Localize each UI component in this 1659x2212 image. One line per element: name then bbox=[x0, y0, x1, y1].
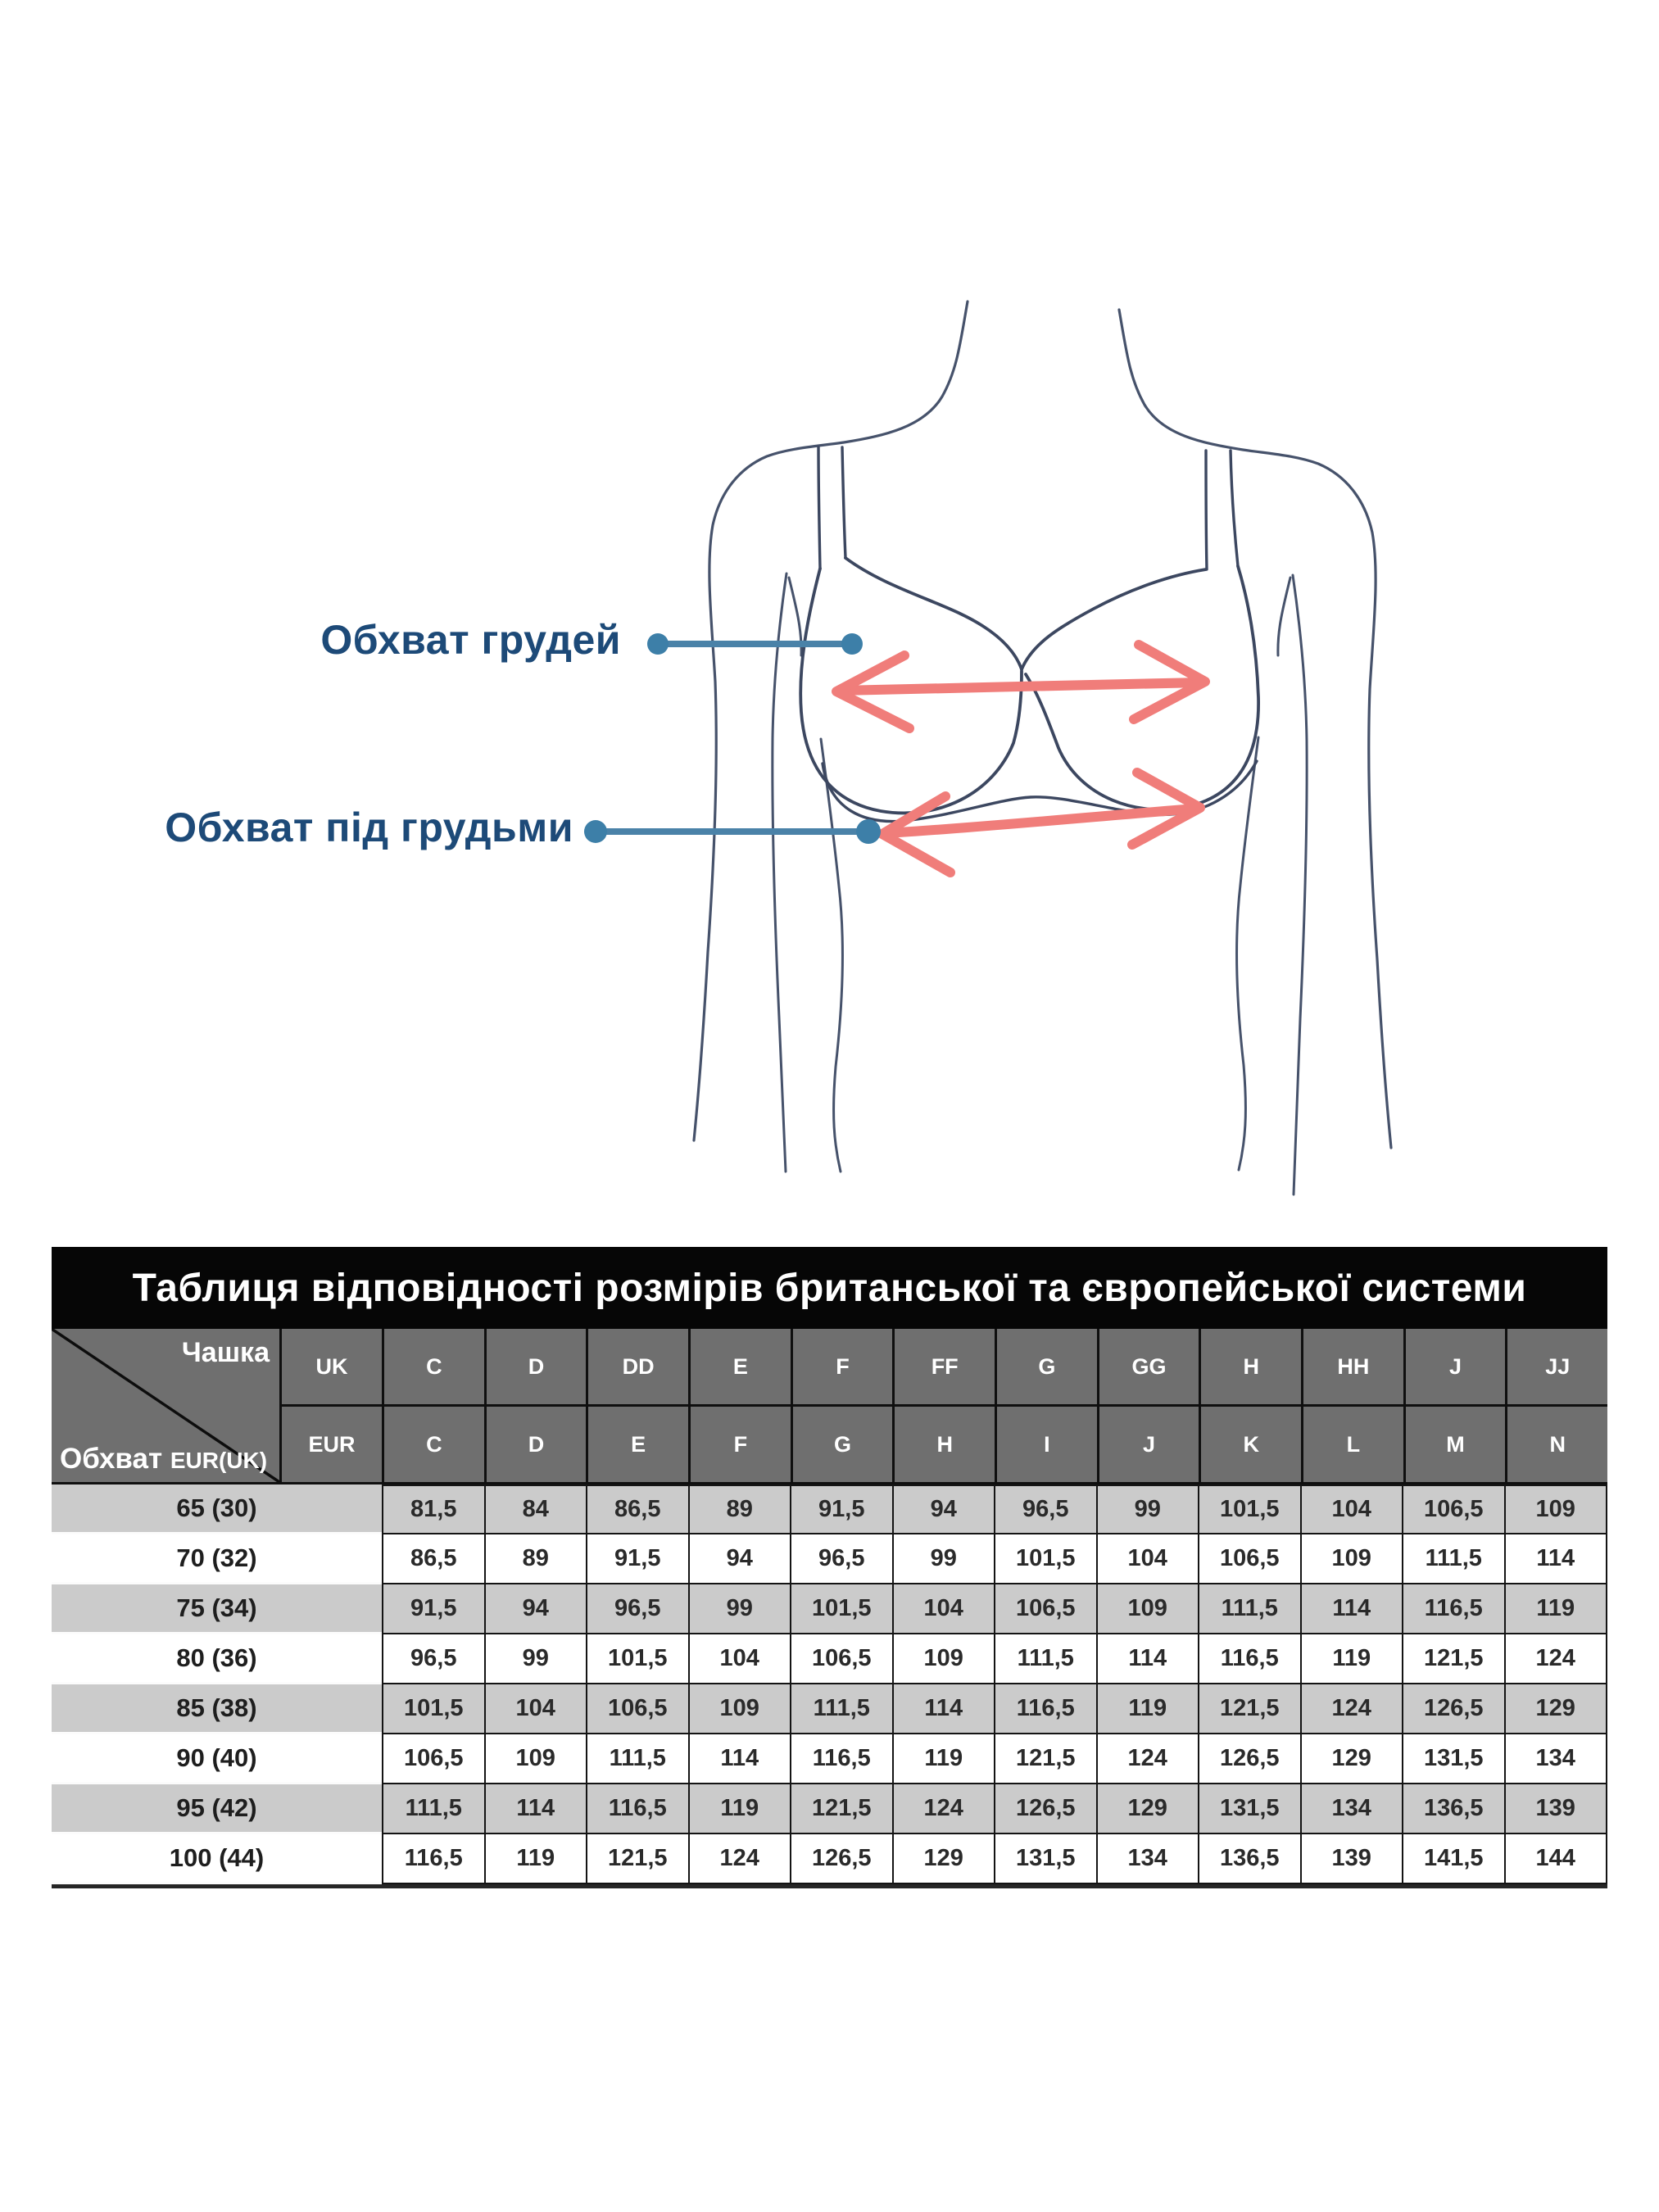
bust-measurement-cell: 126,5 bbox=[1403, 1684, 1504, 1733]
bust-measurement-cell: 106,5 bbox=[995, 1584, 1096, 1633]
bust-measurement-cell: 111,5 bbox=[995, 1634, 1096, 1683]
eur-cup-cell: C bbox=[384, 1407, 484, 1482]
bust-measurement-cell: 104 bbox=[486, 1684, 587, 1733]
bust-measurement-cell: 99 bbox=[486, 1634, 587, 1683]
bust-measurement-cell: 119 bbox=[690, 1784, 791, 1833]
bust-measurement-cell: 94 bbox=[690, 1534, 791, 1583]
bust-measurement-cell: 104 bbox=[894, 1584, 995, 1633]
bust-measurement-cell: 109 bbox=[894, 1634, 995, 1683]
bra-strap-right-inner bbox=[1206, 451, 1207, 569]
row-values bbox=[382, 1684, 1607, 1734]
left-body-side-line bbox=[821, 739, 842, 1172]
bust-measurement-cell: 101,5 bbox=[995, 1534, 1096, 1583]
bust-measurement-cell: 139 bbox=[1506, 1784, 1607, 1833]
size-row bbox=[52, 1684, 1607, 1734]
eur-cup-cell: N bbox=[1507, 1407, 1607, 1482]
size-row bbox=[52, 1534, 1607, 1584]
bust-measurement-cell: 111,5 bbox=[1199, 1584, 1300, 1633]
system-column bbox=[282, 1329, 382, 1482]
bust-pointer-dot-right bbox=[841, 633, 863, 655]
corner-cell bbox=[52, 1329, 279, 1482]
band-size-label: 95 (42) bbox=[52, 1784, 382, 1834]
bust-measurement-cell: 129 bbox=[1506, 1684, 1607, 1733]
bust-measurement-cell: 116,5 bbox=[995, 1684, 1096, 1733]
bust-measurement-cell: 131,5 bbox=[995, 1834, 1096, 1883]
uk-cup-cell: J bbox=[1406, 1329, 1506, 1404]
row-values bbox=[382, 1634, 1607, 1684]
eur-cup-row bbox=[384, 1407, 1607, 1482]
uk-cup-cell: HH bbox=[1303, 1329, 1403, 1404]
girth-axis-label bbox=[60, 1443, 267, 1475]
eur-cup-cell: D bbox=[487, 1407, 587, 1482]
eur-cup-cell: F bbox=[691, 1407, 791, 1482]
left-inner-arm-line bbox=[773, 573, 786, 1172]
bra-strap-left-inner bbox=[842, 447, 845, 558]
table-title: Таблиця відповідності розмірів британської та європейської системи bbox=[52, 1247, 1607, 1329]
bust-measurement-cell: 94 bbox=[486, 1584, 587, 1633]
bust-measurement-cell: 134 bbox=[1302, 1784, 1403, 1833]
bust-measurement-cell: 119 bbox=[894, 1734, 995, 1783]
eur-cup-cell: E bbox=[588, 1407, 688, 1482]
uk-cup-row bbox=[384, 1329, 1607, 1404]
bust-measurement-cell: 109 bbox=[690, 1684, 791, 1733]
size-row bbox=[52, 1834, 1607, 1884]
uk-cup-cell: GG bbox=[1099, 1329, 1199, 1404]
bust-measurement-cell: 124 bbox=[894, 1784, 995, 1833]
uk-cup-cell: DD bbox=[588, 1329, 688, 1404]
bust-measurement-cell: 144 bbox=[1506, 1834, 1607, 1883]
bust-measurement-cell: 109 bbox=[486, 1734, 587, 1783]
row-values bbox=[382, 1584, 1607, 1634]
bust-measurement-cell: 96,5 bbox=[587, 1584, 688, 1633]
cup-sizes-header bbox=[384, 1329, 1607, 1482]
eur-cup-cell: M bbox=[1406, 1407, 1506, 1482]
uk-cup-cell: D bbox=[487, 1329, 587, 1404]
bust-measurement-cell: 99 bbox=[1098, 1486, 1199, 1533]
bust-measurement-cell: 129 bbox=[894, 1834, 995, 1883]
girth-axis-word: Обхват bbox=[60, 1443, 163, 1475]
size-row bbox=[52, 1634, 1607, 1684]
uk-cup-cell: G bbox=[997, 1329, 1097, 1404]
bust-measurement-cell: 109 bbox=[1506, 1486, 1607, 1533]
bust-measurement-cell: 111,5 bbox=[587, 1734, 688, 1783]
eur-cup-cell: G bbox=[793, 1407, 893, 1482]
bra-strap-right-outer bbox=[1231, 451, 1238, 566]
bust-arrow-shaft bbox=[840, 682, 1201, 691]
bust-measurement-cell: 96,5 bbox=[791, 1534, 892, 1583]
cup-axis-label: Чашка bbox=[181, 1337, 270, 1368]
bust-measurement-cell: 136,5 bbox=[1403, 1784, 1504, 1833]
bust-measurement-cell: 81,5 bbox=[383, 1486, 484, 1533]
uk-cup-cell: H bbox=[1201, 1329, 1301, 1404]
bust-measurement-cell: 141,5 bbox=[1403, 1834, 1504, 1883]
bust-measurement-cell: 89 bbox=[486, 1534, 587, 1583]
bust-measurement-cell: 99 bbox=[690, 1584, 791, 1633]
bust-measurement-cell: 109 bbox=[1302, 1534, 1403, 1583]
bust-measurement-cell: 86,5 bbox=[383, 1534, 484, 1583]
bust-measurement-cell: 109 bbox=[1098, 1584, 1199, 1633]
bust-measurement-cell: 126,5 bbox=[995, 1784, 1096, 1833]
bust-pointer-dot-left bbox=[647, 633, 669, 655]
bust-measurement-cell: 124 bbox=[690, 1834, 791, 1883]
size-row bbox=[52, 1584, 1607, 1634]
underbust-pointer-dot-left bbox=[584, 820, 607, 843]
size-table bbox=[52, 1247, 1607, 1888]
bust-measurement-cell: 119 bbox=[1098, 1684, 1199, 1733]
bust-measurement-cell: 84 bbox=[486, 1486, 587, 1533]
bust-measurement-cell: 134 bbox=[1098, 1834, 1199, 1883]
bust-measurement-cell: 86,5 bbox=[587, 1486, 688, 1533]
bust-measurement-cell: 119 bbox=[1302, 1634, 1403, 1683]
bust-measurement-cell: 114 bbox=[1302, 1584, 1403, 1633]
torso-right-outline bbox=[1119, 310, 1391, 1148]
eur-cup-cell: J bbox=[1099, 1407, 1199, 1482]
uk-cup-cell: E bbox=[691, 1329, 791, 1404]
row-values bbox=[382, 1534, 1607, 1584]
uk-system-label: UK bbox=[282, 1329, 382, 1404]
bust-measurement-cell: 119 bbox=[486, 1834, 587, 1883]
bust-measurement-cell: 126,5 bbox=[1199, 1734, 1300, 1783]
bust-measurement-cell: 114 bbox=[486, 1784, 587, 1833]
bust-measurement-cell: 131,5 bbox=[1403, 1734, 1504, 1783]
bust-measurement-cell: 121,5 bbox=[995, 1734, 1096, 1783]
bust-measurement-cell: 104 bbox=[1098, 1534, 1199, 1583]
bust-measurement-cell: 116,5 bbox=[587, 1784, 688, 1833]
torso-left-outline bbox=[694, 301, 968, 1140]
row-values bbox=[382, 1784, 1607, 1834]
girth-axis-unit: EUR(UK) bbox=[170, 1448, 268, 1473]
bra-strap-left-outer bbox=[818, 447, 820, 569]
bust-measurement-cell: 101,5 bbox=[791, 1584, 892, 1633]
bust-measurement-cell: 124 bbox=[1302, 1684, 1403, 1733]
underbust-pointer-dot-right bbox=[856, 819, 881, 844]
bust-measurement-cell: 89 bbox=[690, 1486, 791, 1533]
bust-measurement-cell: 116,5 bbox=[1199, 1634, 1300, 1683]
bust-measurement-cell: 124 bbox=[1506, 1634, 1607, 1683]
band-size-label: 100 (44) bbox=[52, 1834, 382, 1884]
bust-measurement-cell: 121,5 bbox=[587, 1834, 688, 1883]
bust-measurement-cell: 91,5 bbox=[791, 1486, 892, 1533]
bust-measurement-cell: 114 bbox=[1098, 1634, 1199, 1683]
eur-cup-cell: I bbox=[997, 1407, 1097, 1482]
bust-measurement-cell: 121,5 bbox=[1403, 1634, 1504, 1683]
bust-measurement-cell: 106,5 bbox=[1403, 1486, 1504, 1533]
uk-cup-cell: JJ bbox=[1507, 1329, 1607, 1404]
underbust-label: Обхват під грудьми bbox=[165, 805, 573, 850]
band-size-label: 85 (38) bbox=[52, 1684, 382, 1734]
bust-measurement-cell: 121,5 bbox=[791, 1784, 892, 1833]
bust-measurement-cell: 116,5 bbox=[1403, 1584, 1504, 1633]
size-row bbox=[52, 1734, 1607, 1784]
bust-measurement-cell: 104 bbox=[1302, 1486, 1403, 1533]
bust-measurement-cell: 91,5 bbox=[383, 1584, 484, 1633]
right-body-side-line bbox=[1237, 737, 1258, 1170]
bust-measurement-cell: 111,5 bbox=[383, 1784, 484, 1833]
bust-measurement-cell: 91,5 bbox=[587, 1534, 688, 1583]
bra-cup-left-top-edge bbox=[845, 558, 1022, 669]
bust-measurement-cell: 106,5 bbox=[1199, 1534, 1300, 1583]
bust-measurement-cell: 136,5 bbox=[1199, 1834, 1300, 1883]
uk-cup-cell: C bbox=[384, 1329, 484, 1404]
bust-measurement-cell: 121,5 bbox=[1199, 1684, 1300, 1733]
uk-cup-cell: FF bbox=[895, 1329, 995, 1404]
band-size-label: 70 (32) bbox=[52, 1534, 382, 1584]
table-body bbox=[52, 1484, 1607, 1888]
size-row bbox=[52, 1484, 1607, 1534]
bust-measurement-cell: 134 bbox=[1506, 1734, 1607, 1783]
row-values bbox=[382, 1834, 1607, 1884]
bust-measurement-cell: 111,5 bbox=[791, 1684, 892, 1733]
bust-measurement-cell: 101,5 bbox=[383, 1684, 484, 1733]
right-inner-arm-line bbox=[1293, 575, 1307, 1194]
bust-measurement-cell: 114 bbox=[894, 1684, 995, 1733]
bust-measurement-cell: 139 bbox=[1302, 1834, 1403, 1883]
bust-measurement-cell: 129 bbox=[1302, 1734, 1403, 1783]
bust-measurement-cell: 106,5 bbox=[587, 1684, 688, 1733]
bust-measurement-cell: 114 bbox=[1506, 1534, 1607, 1583]
size-row bbox=[52, 1784, 1607, 1834]
uk-cup-cell: F bbox=[793, 1329, 893, 1404]
bust-measurement-cell: 124 bbox=[1098, 1734, 1199, 1783]
eur-cup-cell: H bbox=[895, 1407, 995, 1482]
eur-system-label: EUR bbox=[282, 1407, 382, 1482]
eur-cup-cell: L bbox=[1303, 1407, 1403, 1482]
bust-measurement-cell: 119 bbox=[1506, 1584, 1607, 1633]
eur-cup-cell: K bbox=[1201, 1407, 1301, 1482]
bust-measurement-cell: 101,5 bbox=[1199, 1486, 1300, 1533]
bust-measurement-cell: 116,5 bbox=[791, 1734, 892, 1783]
bust-measurement-cell: 131,5 bbox=[1199, 1784, 1300, 1833]
bust-measurement-cell: 94 bbox=[894, 1486, 995, 1533]
bust-measurement-cell: 116,5 bbox=[383, 1834, 484, 1883]
bust-measurement-cell: 126,5 bbox=[791, 1834, 892, 1883]
right-armpit-line bbox=[1278, 578, 1290, 655]
bust-measurement-cell: 106,5 bbox=[791, 1634, 892, 1683]
bust-measurement-cell: 104 bbox=[690, 1634, 791, 1683]
table-header bbox=[52, 1329, 1607, 1484]
bust-measurement-cell: 129 bbox=[1098, 1784, 1199, 1833]
bust-measurement-cell: 96,5 bbox=[995, 1486, 1096, 1533]
bust-measurement-cell: 106,5 bbox=[383, 1734, 484, 1783]
bust-measurement-cell: 101,5 bbox=[587, 1634, 688, 1683]
row-values bbox=[382, 1734, 1607, 1784]
bust-measurement-cell: 114 bbox=[690, 1734, 791, 1783]
underbust-arrow-shaft bbox=[886, 809, 1196, 833]
bust-measurement-cell: 99 bbox=[894, 1534, 995, 1583]
band-size-label: 65 (30) bbox=[52, 1484, 382, 1534]
band-size-label: 90 (40) bbox=[52, 1734, 382, 1784]
row-values bbox=[382, 1484, 1607, 1534]
bust-measurement-cell: 96,5 bbox=[383, 1634, 484, 1683]
bust-measurement-cell: 111,5 bbox=[1403, 1534, 1504, 1583]
bra-cup-right-top-edge bbox=[1022, 569, 1206, 669]
bust-label: Обхват грудей bbox=[320, 617, 621, 663]
band-size-label: 80 (36) bbox=[52, 1634, 382, 1684]
band-size-label: 75 (34) bbox=[52, 1584, 382, 1634]
